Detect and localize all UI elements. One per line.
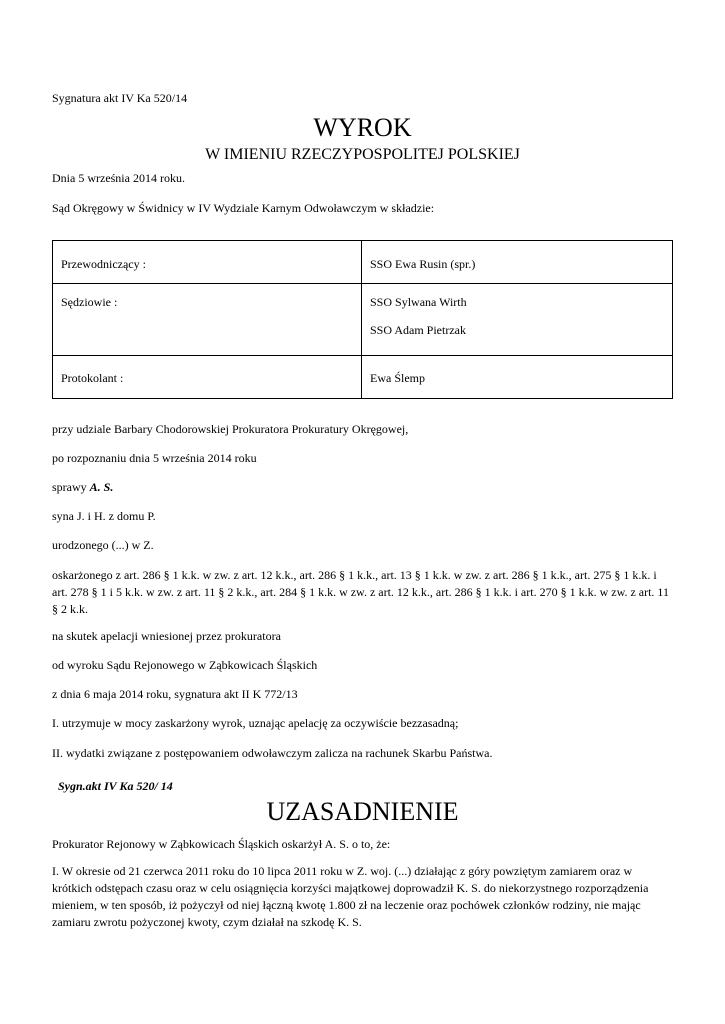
table-row xyxy=(53,356,673,399)
case-line xyxy=(52,479,113,496)
court-name: Sąd Okręgowy w Świdnicy w IV Wydziale Karnym Odwoławczym w składzie: xyxy=(52,201,435,215)
court-composition-table xyxy=(52,240,673,399)
member-name: SSO Ewa Rusin (spr.) xyxy=(362,241,673,284)
parents-line: syna J. i H. z domu P. xyxy=(52,509,156,523)
appeal-line: na skutek apelacji wniesionej przez prokuratora xyxy=(52,629,281,643)
charges-paragraph: oskarżonego z art. 286 § 1 k.k. w zw. z art. 12 k.k., art. 286 § 1 k.k., art. 13 § 1 k.k. w zw. z art. 286 § 1 k.k., art. 275 § 1 k.k. i art. 278 § 1 i 5 k.k. w zw. z art. 11 § 2 k.k., art. 284 § 1 k.k. w zw. z art. 12 k.k., art. 286 § 1 k.k. i art. 270 § 1 k.k. w zw. z art. 11 § 2 k.k. xyxy=(52,568,669,616)
document-subtitle: W IMIENIU RZECZYPOSPOLITEJ POLSKIEJ xyxy=(205,146,520,163)
role-label: Protokolant : xyxy=(53,356,362,399)
document-title: WYROK xyxy=(313,113,412,142)
role-label: Sędziowie : xyxy=(53,284,362,356)
case-signature: Sygnatura akt IV Ka 520/14 xyxy=(52,91,188,105)
hearing-line: po rozpoznaniu dnia 5 września 2014 roku xyxy=(52,451,257,465)
case-prefix: sprawy xyxy=(52,480,90,494)
table-row xyxy=(53,284,673,356)
justification-signature: Sygn.akt IV Ka 520/ 14 xyxy=(58,779,173,793)
defendant-name: A. S. xyxy=(89,480,114,494)
member-name: Ewa Ślemp xyxy=(362,356,673,399)
member-names xyxy=(362,284,673,356)
member-name: SSO Adam Pietrzak xyxy=(370,323,466,337)
lower-court-line: od wyroku Sądu Rejonowego w Ząbkowicach Śląskich xyxy=(52,658,318,672)
justification-title: UZASADNIENIE xyxy=(266,797,459,826)
birth-line: urodzonego (...) w Z. xyxy=(52,538,154,552)
ruling-point-1: I. utrzymuje w mocy zaskarżony wyrok, uznając apelację za oczywiście bezzasadną; xyxy=(52,716,459,730)
judgment-date: Dnia 5 września 2014 roku. xyxy=(52,171,185,185)
justification-point-1: I. W okresie od 21 czerwca 2011 roku do 10 lipca 2011 roku w Z. woj. (...) działając z góry powziętym zamiarem oraz w krótkich odstępach czasu oraz w celu osiągnięcia korzyści majątkowej doprowadził K. S. do niekorzystnego rozporządzenia mieniem, w ten sposób, iż pożyczył od niej łączną kwotę 1.800 zł na leczenie oraz pochówek członków rodziny, nie mając zamiaru zwrotu pożyczonej kwoty, czym działał na szkodę K. S. xyxy=(52,864,649,929)
member-name: SSO Sylwana Wirth xyxy=(370,295,467,309)
prosecutor-line: przy udziale Barbary Chodorowskiej Prokuratora Prokuratury Okręgowej, xyxy=(52,422,409,436)
role-label: Przewodniczący : xyxy=(53,241,362,284)
justification-intro: Prokurator Rejonowy w Ząbkowicach Śląskich oskarżył A. S. o to, że: xyxy=(52,837,391,851)
ruling-point-2: II. wydatki związane z postępowaniem odwoławczym zalicza na rachunek Skarbu Państwa. xyxy=(52,746,493,760)
lower-court-date: z dnia 6 maja 2014 roku, sygnatura akt II K 772/13 xyxy=(52,687,298,701)
table-row xyxy=(53,241,673,284)
